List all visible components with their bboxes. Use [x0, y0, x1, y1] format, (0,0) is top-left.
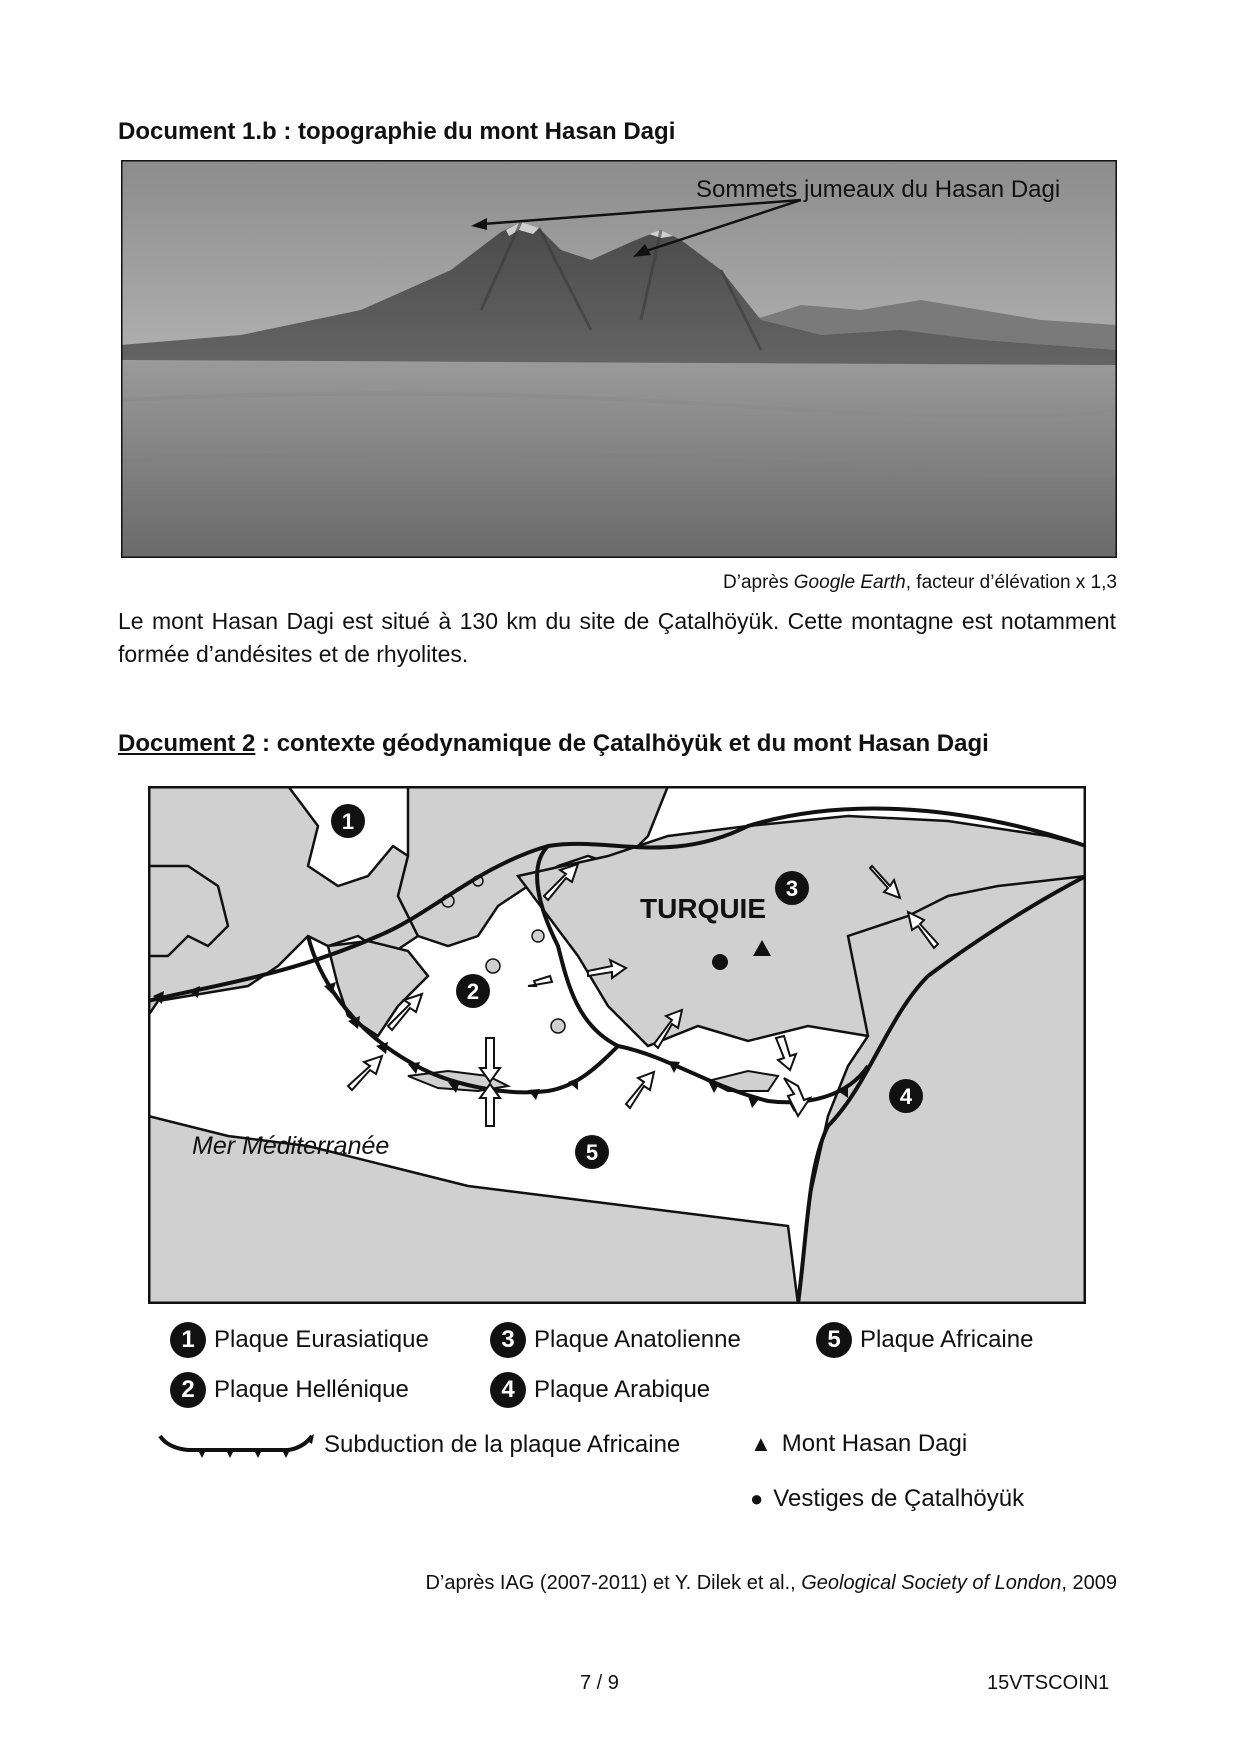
- doc2-heading-label: Document 2: [118, 730, 256, 757]
- source-prefix: D’après IAG (2007-2011) et Y. Dilek et al.,: [425, 1572, 802, 1594]
- legend-badge-4: 4: [490, 1372, 526, 1408]
- legend-label-2: Plaque Hellénique: [214, 1376, 409, 1403]
- legend-plate-5: [816, 1322, 1033, 1358]
- legend-plate-3: [490, 1322, 741, 1358]
- legend-plate-4: [490, 1372, 710, 1408]
- geodynamic-map: [148, 786, 1086, 1304]
- doc2-heading: [118, 730, 989, 758]
- legend-plate-2: [170, 1372, 409, 1408]
- caption-prefix: D’après: [723, 572, 794, 593]
- legend-label-3: Plaque Anatolienne: [534, 1326, 741, 1353]
- page-number: 7 / 9: [580, 1672, 619, 1694]
- hasan-dagi-photo-svg: [121, 160, 1117, 558]
- legend-subduction: [158, 1430, 680, 1460]
- map-badge-4: 4: [899, 1084, 913, 1109]
- source-suffix: , 2009: [1061, 1572, 1117, 1594]
- doc1b-paragraph: Le mont Hasan Dagi est situé à 130 km du site de Çatalhöyük. Cette montagne est notamment formée d’andésites et de rhyolites.: [118, 608, 1116, 667]
- legend-mountain-label: Mont Hasan Dagi: [781, 1430, 968, 1457]
- legend-badge-5: 5: [816, 1322, 852, 1358]
- subduction-line-icon: [158, 1430, 314, 1460]
- caption-suffix: , facteur d’élévation x 1,3: [905, 572, 1117, 593]
- legend-badge-2: 2: [170, 1372, 206, 1408]
- caption-source: Google Earth: [793, 572, 906, 593]
- triangle-icon: ▲: [750, 1431, 772, 1456]
- document-code: 15VTSCOIN1: [987, 1672, 1110, 1694]
- hasan-dagi-photo: [121, 160, 1117, 558]
- source-italic: Geological Society of London: [801, 1572, 1062, 1594]
- photo-caption: [500, 572, 1117, 594]
- legend-plate-1: [170, 1322, 429, 1358]
- doc2-source: [300, 1572, 1117, 1595]
- legend-label-5: Plaque Africaine: [860, 1326, 1034, 1353]
- map-badge-5: 5: [585, 1140, 599, 1165]
- doc2-heading-rest: : contexte géodynamique de Çatalhöyük et du mont Hasan Dagi: [255, 730, 989, 757]
- map-badge-3: 3: [785, 876, 799, 901]
- legend-ruins: [750, 1485, 1024, 1513]
- legend-subduction-label: Subduction de la plaque Africaine: [324, 1431, 681, 1458]
- legend-badge-1: 1: [170, 1322, 206, 1358]
- legend-label-1: Plaque Eurasiatique: [214, 1326, 429, 1353]
- legend-badge-3: 3: [490, 1322, 526, 1358]
- catalhoyuk-marker: [712, 954, 728, 970]
- legend-ruins-label: Vestiges de Çatalhöyük: [773, 1485, 1025, 1512]
- dot-icon: ●: [750, 1486, 764, 1511]
- legend-label-4: Plaque Arabique: [534, 1376, 711, 1403]
- map-country-label: TURQUIE: [640, 893, 766, 924]
- photo-annotation: Sommets jumeaux du Hasan Dagi: [696, 176, 1061, 203]
- legend-mountain: [750, 1430, 967, 1458]
- doc1b-heading: Document 1.b : topographie du mont Hasan Dagi: [118, 118, 676, 145]
- map-badge-1: 1: [341, 809, 355, 834]
- geodynamic-map-svg: [148, 786, 1086, 1304]
- map-badge-2: 2: [466, 979, 480, 1004]
- map-sea-label: Mer Méditerranée: [192, 1132, 390, 1160]
